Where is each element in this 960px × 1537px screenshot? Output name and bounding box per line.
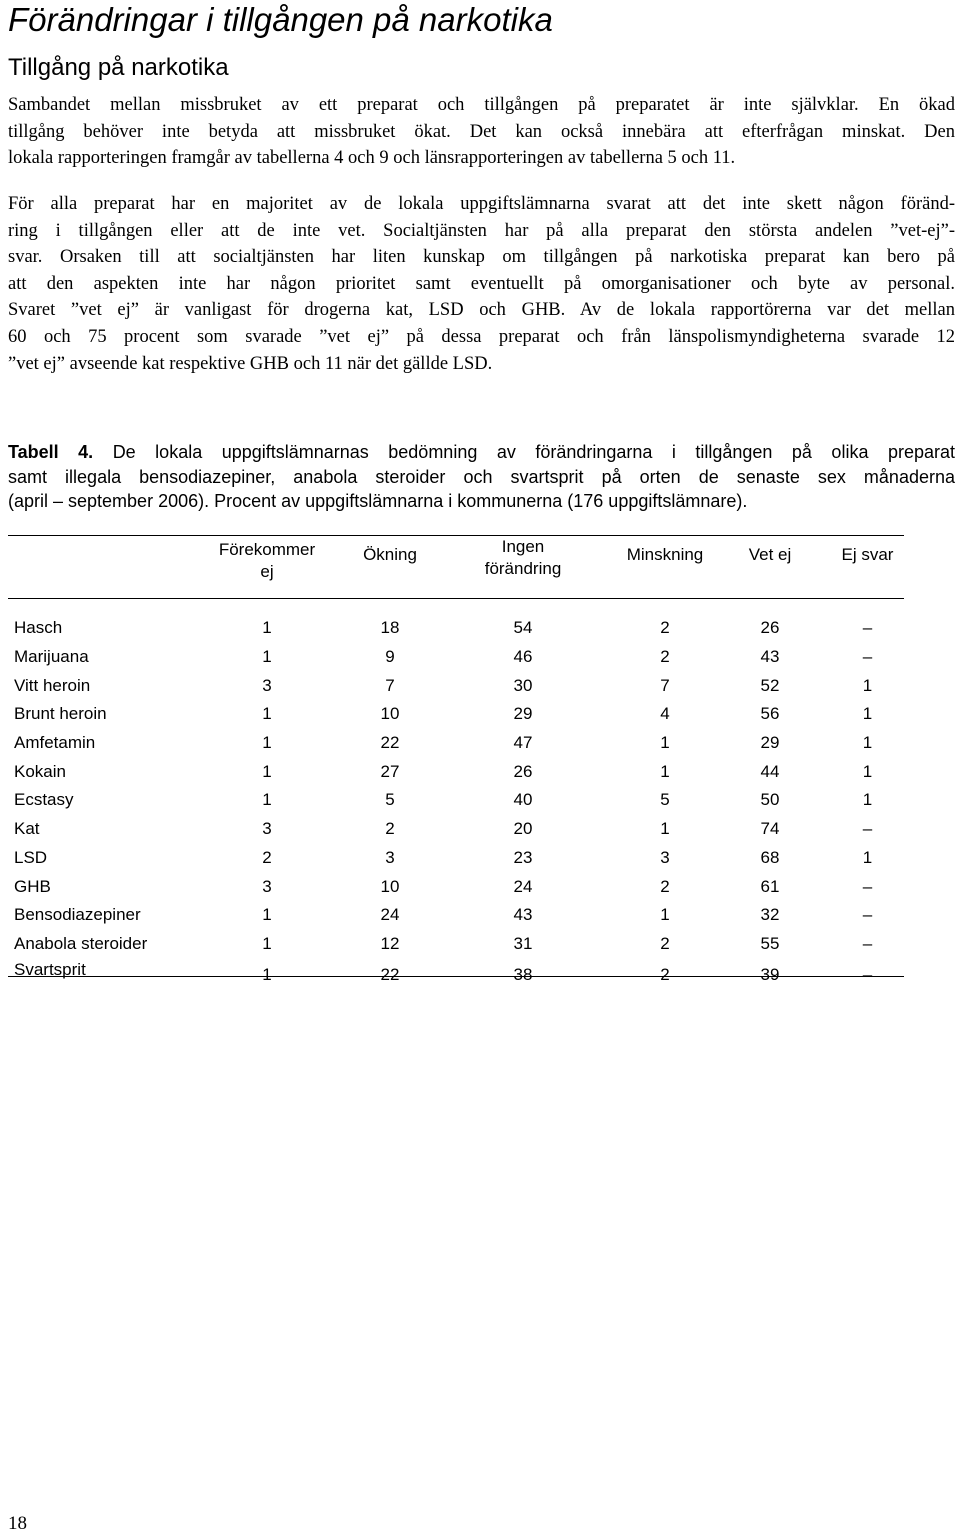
table-cell-value: 27 (380, 761, 400, 781)
caption-line: samt illegala bensodiazepiner, anabola steroider och svartsprit på orten de senaste sex månaderna (8, 466, 955, 487)
table-cell-value: 1 (660, 819, 670, 839)
header-line: Ingen (501, 537, 545, 556)
paragraph-line: Sambandet mellan missbruket av ett preparat och tillgången på preparatet är inte självklar. En ökad (8, 95, 955, 115)
table-row (8, 786, 904, 815)
table-header-cell (621, 536, 709, 606)
table-cell-value: 2 (660, 876, 670, 896)
table-cell-drug: Kokain (14, 761, 66, 781)
section-subheading: Tillgång på narkotika (8, 54, 229, 81)
table-cell-value: 9 (385, 647, 395, 667)
table-row (8, 958, 904, 989)
table-cell-value: 5 (660, 790, 670, 810)
table-cell-drug: Bensodiazepiner (14, 905, 141, 925)
paragraph-availability-relation (8, 92, 955, 172)
table-cell-value: 31 (513, 933, 533, 953)
table-cell-value: 1 (862, 761, 873, 781)
table-cell-value: – (862, 933, 873, 953)
table-cell-drug: Anabola steroider (14, 933, 148, 953)
table-header-cell (709, 536, 831, 606)
table-cell-value: 38 (513, 964, 533, 984)
table-cell-value: 61 (760, 876, 780, 896)
caption-line: (april – september 2006). Procent av uppgiftslämnarna i kommunerna (176 uppgiftslämnare). (8, 491, 748, 511)
table-row (8, 757, 904, 786)
table-cell-value: 22 (380, 733, 400, 753)
table-cell-value: 68 (760, 847, 780, 867)
table-cell-drug: Hasch (14, 618, 63, 638)
table-cell-drug: GHB (14, 876, 51, 896)
table-cell-value: 1 (262, 704, 272, 724)
table-row (8, 729, 904, 758)
table-cell-value: 1 (660, 761, 670, 781)
table-cell-value: 24 (513, 876, 533, 896)
paragraph-line: Svaret ”vet ej” är vanligast för drogerna kat, LSD och GHB. Av de lokala rapportörerna var det mellan (8, 300, 955, 321)
table-row (8, 844, 904, 873)
table-cell-value: 1 (660, 733, 670, 753)
table-cell-value: 3 (660, 847, 670, 867)
header-line: Minskning (626, 545, 704, 564)
header-line: Ökning (363, 545, 417, 564)
table-cell-value: 1 (262, 933, 272, 953)
table-cell-value: 43 (760, 647, 780, 667)
table-header-cell (179, 536, 355, 606)
table-cell-value: 2 (660, 933, 670, 953)
table-cell-drug: Vitt heroin (14, 675, 91, 695)
header-line: Förekommer (218, 540, 316, 559)
caption-text: De lokala uppgiftslämnarnas bedömning av förändringarna i tillgången på olika preparat (112, 442, 955, 462)
table-cell-value: 26 (513, 761, 533, 781)
table-cell-value: 2 (385, 819, 395, 839)
table-cell-drug: Marijuana (14, 647, 89, 667)
table-caption-label: Tabell 4. (8, 442, 94, 462)
table-cell-value: 74 (760, 819, 780, 839)
table-cell-value: 10 (380, 704, 400, 724)
table-cell-value: 1 (262, 905, 272, 925)
table-cell-value: 30 (513, 675, 533, 695)
table-cell-value: 7 (660, 675, 670, 695)
table-cell-value: 3 (262, 675, 272, 695)
table-caption (8, 440, 955, 514)
table-cell-value: 3 (262, 876, 272, 896)
table-row (8, 671, 904, 700)
table-cell-value: 47 (513, 733, 533, 753)
table-cell-drug: Kat (14, 819, 40, 839)
table-cell-value: 2 (660, 618, 670, 638)
table-body (8, 606, 904, 989)
table-cell-value: 1 (262, 618, 272, 638)
table-cell-value: 7 (385, 675, 395, 695)
table-cell-value: 5 (385, 790, 395, 810)
table-cell-value: 40 (513, 790, 533, 810)
table-cell-drug: Svartsprit (14, 960, 86, 980)
table-cell-value: 23 (513, 847, 533, 867)
table-cell-value: 3 (262, 819, 272, 839)
table-header-cell (831, 536, 904, 606)
table-cell-value: 4 (660, 704, 670, 724)
table-cell-value: – (862, 876, 873, 896)
page-number: 18 (8, 1513, 27, 1534)
table-cell-value: 26 (760, 618, 780, 638)
table-cell-value: 1 (262, 647, 272, 667)
table-cell-value: 1 (862, 675, 873, 695)
header-line: ej (260, 562, 274, 581)
table-cell-value: 54 (513, 618, 533, 638)
table-cell-value: 2 (660, 647, 670, 667)
table-cell-value: 29 (513, 704, 533, 724)
table-cell-value: – (862, 819, 873, 839)
availability-table (8, 536, 904, 989)
table-cell-value: 3 (385, 847, 395, 867)
paragraph-line: tillgång behöver inte betyda att missbruket ökat. Det kan också innebära att efterfrågan minskat. Den (8, 121, 955, 142)
table-cell-value: 10 (380, 876, 400, 896)
table-header-row (8, 536, 904, 606)
table-cell-drug: Ecstasy (14, 790, 74, 810)
table-cell-value: 56 (760, 704, 780, 724)
table-cell-value: 1 (660, 905, 670, 925)
table-cell-value: 20 (513, 819, 533, 839)
table-row (8, 700, 904, 729)
table-cell-value: 32 (760, 905, 780, 925)
table-cell-value: – (862, 647, 873, 667)
header-line: Vet ej (748, 545, 792, 564)
table-cell-drug: Amfetamin (14, 733, 96, 753)
header-line: förändring (484, 559, 562, 578)
table-row (8, 815, 904, 844)
table-cell-value: 1 (862, 790, 873, 810)
table-cell-value: 1 (262, 964, 272, 984)
table-cell-value: – (862, 618, 873, 638)
caption-line (8, 440, 955, 465)
paragraph-line: ”vet ej” avseende kat respektive GHB och 11 när det gällde LSD. (8, 353, 493, 374)
table-header-cell (355, 536, 425, 606)
table-cell-value: 1 (862, 733, 873, 753)
table-cell-value: 1 (262, 790, 272, 810)
table-header-cell (425, 536, 621, 606)
table-row (8, 872, 904, 901)
table-cell-value: 12 (380, 933, 400, 953)
table-cell-value: 29 (760, 733, 780, 753)
paragraph-line: lokala rapporteringen framgår av tabellerna 4 och 9 och länsrapporteringen av tabellerna 5 och 11. (8, 148, 736, 169)
table-cell-value: 1 (862, 704, 873, 724)
table-cell-value: 43 (513, 905, 533, 925)
table-cell-value: – (862, 905, 873, 925)
table-cell-value: 44 (760, 761, 780, 781)
table-header-drug (8, 536, 179, 606)
table-row (8, 606, 904, 643)
table-cell-value: 24 (380, 905, 400, 925)
table-cell-value: 2 (660, 964, 670, 984)
paragraph-majority-answers (8, 191, 955, 377)
table-cell-value: 22 (380, 964, 400, 984)
table-cell-value: 50 (760, 790, 780, 810)
paragraph-line: För alla preparat har en majoritet av de lokala uppgiftslämnarna svarat att det inte skett någon föränd- (8, 194, 955, 214)
paragraph-line: ring i tillgången eller att de inte vet. Socialtjänsten har på alla preparat den största andelen ”vet-ej”- (8, 220, 955, 241)
paragraph-line: att den aspekten inte har någon prioritet samt eventuellt på omorganisationer och byte av personal. (8, 273, 955, 294)
table-cell-value: 39 (760, 964, 780, 984)
table-row (8, 930, 904, 959)
page-heading: Förändringar i tillgången på narkotika (8, 1, 553, 38)
table-cell-value: 1 (262, 761, 272, 781)
table-cell-value: 1 (262, 733, 272, 753)
table-row (8, 643, 904, 672)
table-cell-value: 46 (513, 647, 533, 667)
table-cell-value: 1 (862, 847, 873, 867)
table-cell-value: 18 (380, 618, 400, 638)
table-cell-value: 2 (262, 847, 272, 867)
table-cell-value: 55 (760, 933, 780, 953)
table-cell-value: – (862, 964, 873, 984)
table-row (8, 901, 904, 930)
table-cell-drug: LSD (14, 847, 48, 867)
table-cell-drug: Brunt heroin (14, 704, 107, 724)
paragraph-line: 60 och 75 procent som svarade ”vet ej” på dessa preparat och från länspolismyndigheterna svarade 12 (8, 326, 955, 347)
paragraph-line: svar. Orsaken till att socialtjänsten har liten kunskap om tillgången på narkotiska preparat kan bero på (8, 247, 955, 268)
table-cell-value: 52 (760, 675, 780, 695)
header-line: Ej svar (841, 545, 894, 564)
